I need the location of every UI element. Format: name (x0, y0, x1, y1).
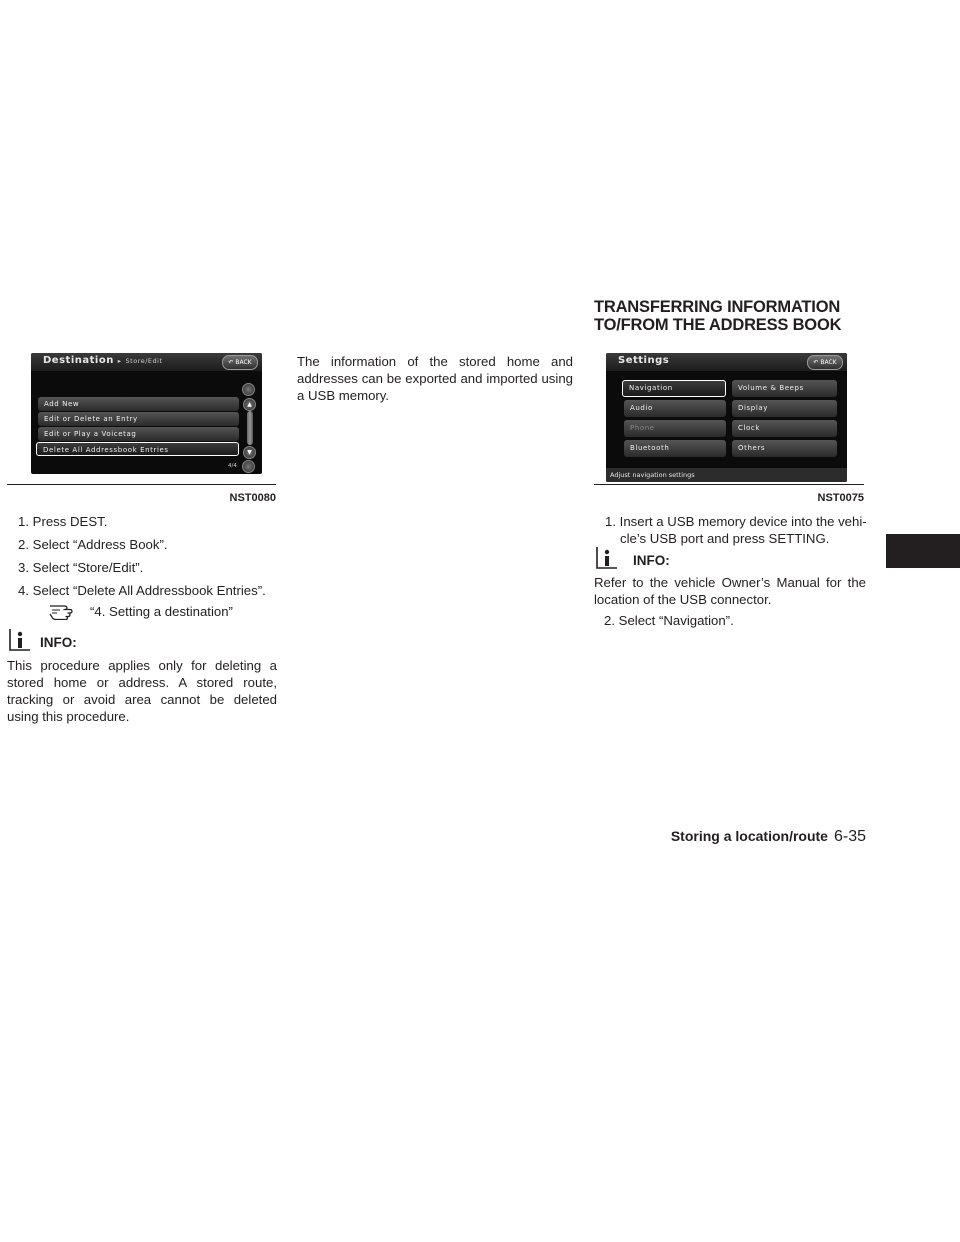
figure-rule (594, 484, 864, 485)
right-step-1-line1: 1. Insert a USB memory device into the vehi- (605, 514, 867, 529)
chapter-title: Storing a location/route (670, 828, 828, 844)
menu-item-edit-delete: Edit or Delete an Entry (38, 412, 239, 426)
menu-item-delete-all: Delete All Addressbook Entries (36, 442, 239, 456)
info-text: This procedure applies only for deleting a stored home or address. A stored route, tracking or avoid area cannot be deleted using this procedure. (7, 658, 277, 724)
settings-item-clock: Clock (732, 420, 837, 437)
section-heading (594, 298, 894, 334)
step-1: 1. Press DEST. (18, 514, 108, 529)
back-arrow-icon: ↶ (228, 359, 234, 366)
info-label: INFO: (633, 553, 670, 568)
page-number: 6-35 (833, 828, 866, 845)
menu-item-voicetag: Edit or Play a Voicetag (38, 427, 239, 441)
step-4: 4. Select “Delete All Addressbook Entries”. (18, 583, 266, 598)
page-footer (630, 828, 866, 846)
page-indicator: 4/4 (228, 463, 237, 469)
settings-back-button (807, 355, 843, 370)
section-tab (886, 534, 960, 568)
settings-header (606, 353, 847, 371)
section-heading-line1: TRANSFERRING INFORMATION (594, 298, 841, 316)
destination-screen-image (31, 353, 262, 474)
settings-item-audio: Audio (624, 400, 726, 417)
scroll-top-icon (242, 383, 255, 396)
screen-header (31, 353, 262, 371)
title-arrow-icon: ▸ (117, 357, 122, 365)
back-arrow-icon: ↶ (813, 359, 819, 366)
settings-screen-image (606, 353, 847, 482)
screen-title (43, 355, 163, 366)
settings-item-others: Others (732, 440, 837, 457)
settings-item-display: Display (732, 400, 837, 417)
back-button (222, 355, 258, 370)
right-step-1-line2: cle’s USB port and press SETTING. (620, 531, 830, 546)
settings-item-bluetooth: Bluetooth (624, 440, 726, 457)
scroll-up-icon: ▲ (243, 398, 256, 411)
scroll-track (247, 411, 253, 445)
info-icon (594, 546, 620, 569)
right-step-2: 2. Select “Navigation”. (604, 613, 734, 628)
settings-item-volume: Volume & Beeps (732, 380, 837, 397)
figure-caption: NST0080 (229, 492, 276, 504)
info-label: INFO: (40, 635, 77, 650)
settings-item-navigation: Navigation (622, 380, 726, 397)
back-label: BACK (235, 359, 252, 366)
settings-footer: Adjust navigation settings (606, 468, 847, 482)
reference-text: “4. Setting a destination” (90, 604, 233, 619)
intro-paragraph: The information of the stored home and addresses can be exported and imported using a USB memory. (297, 354, 573, 403)
info-icon (7, 628, 33, 651)
figure-caption: NST0075 (817, 492, 864, 504)
screen-title-text: Destination (43, 355, 114, 366)
step-2: 2. Select “Address Book”. (18, 537, 168, 552)
settings-item-phone: Phone (624, 420, 726, 437)
scroll-down-icon: ▼ (243, 446, 256, 459)
screen-subtitle: Store/Edit (125, 357, 163, 365)
scroll-bottom-icon (242, 460, 255, 473)
section-heading-line2: TO/FROM THE ADDRESS BOOK (594, 316, 842, 334)
figure-rule (7, 484, 276, 485)
settings-back-label: BACK (820, 359, 837, 366)
step-3: 3. Select “Store/Edit”. (18, 560, 144, 575)
pointing-hand-icon (48, 602, 78, 620)
info-text: Refer to the vehicle Owner’s Manual for the location of the USB connector. (594, 575, 866, 607)
settings-title: Settings (618, 355, 670, 366)
menu-item-add-new: Add New (38, 397, 239, 411)
